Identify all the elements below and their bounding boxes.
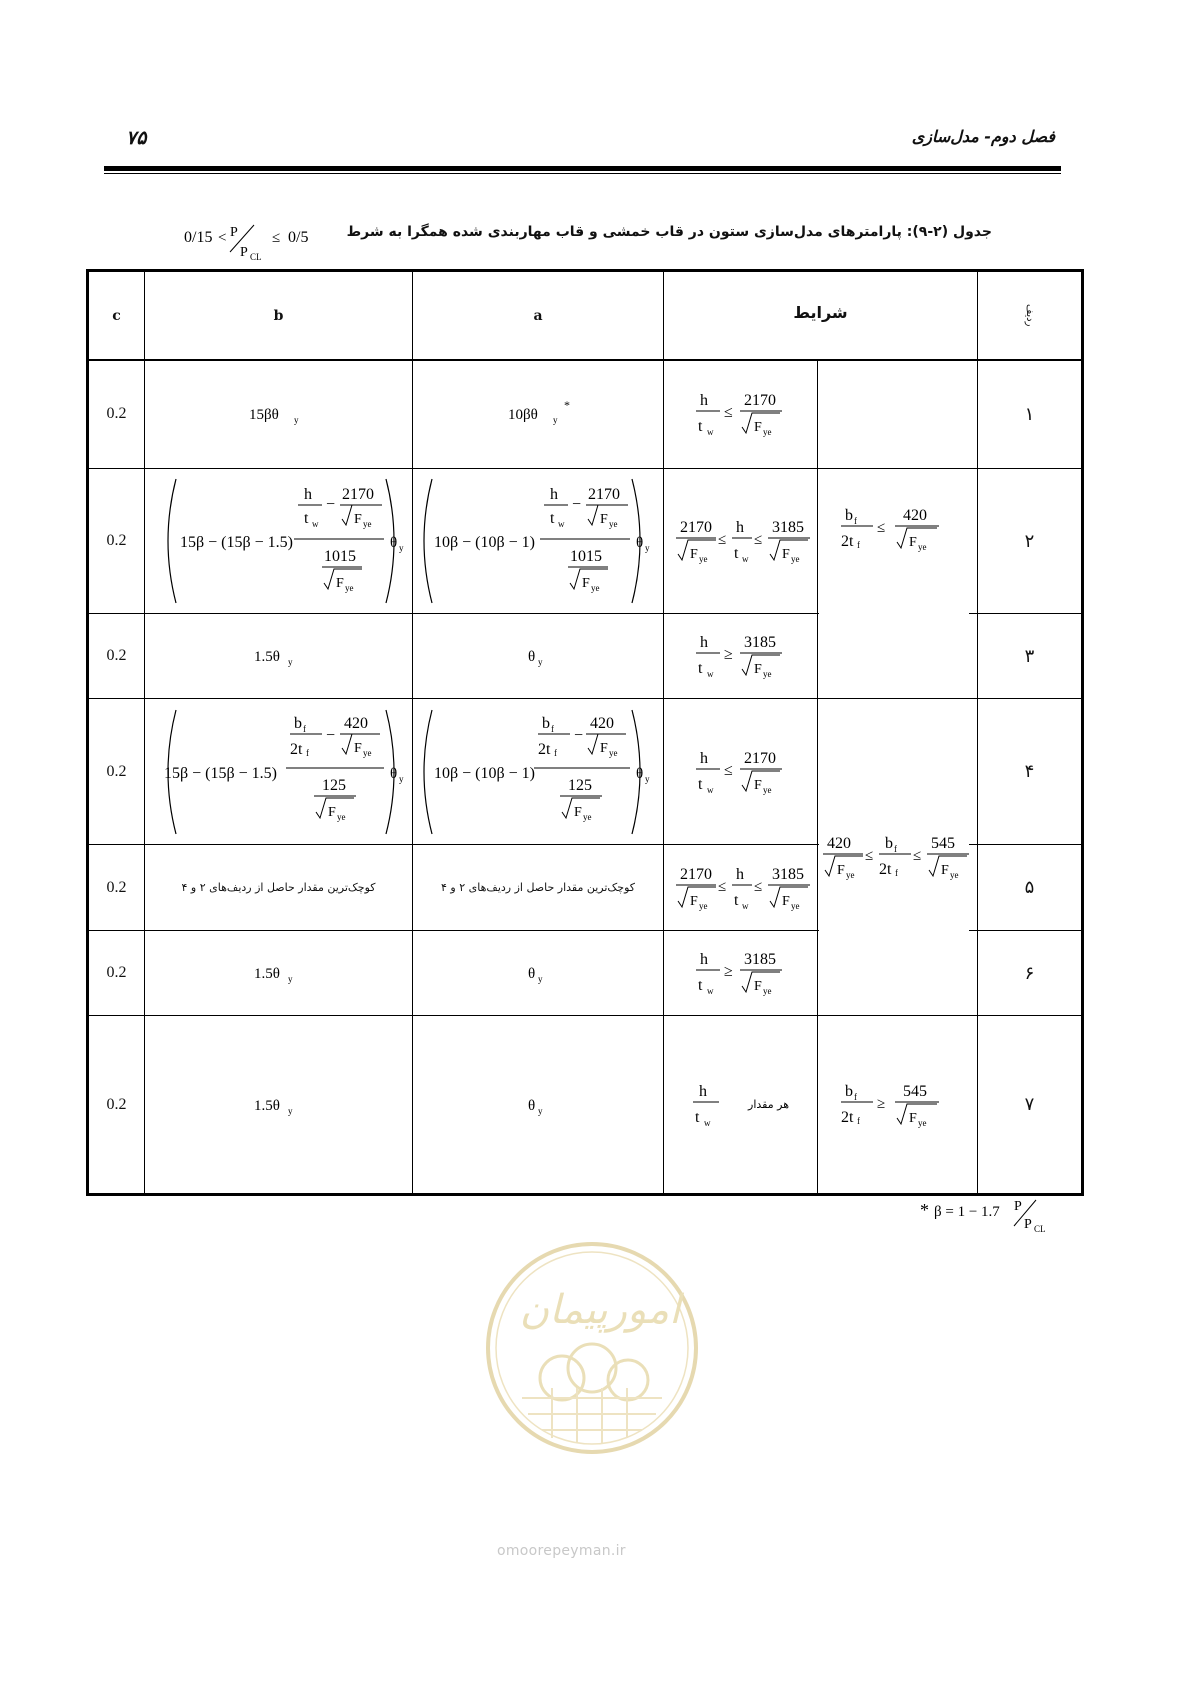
svg-text:F: F — [574, 804, 582, 820]
svg-text:هر مقدار: هر مقدار — [747, 1097, 789, 1111]
svg-text:−: − — [325, 496, 335, 513]
header-conditions: شرایط — [793, 302, 848, 322]
web-formula — [686, 938, 796, 1008]
header-row: ردیف — [1024, 304, 1035, 327]
header-b: b — [273, 307, 284, 324]
svg-text:F: F — [908, 535, 917, 550]
svg-text:F: F — [836, 863, 845, 878]
watermark-url: omoorepeyman.ir — [497, 1543, 626, 1559]
svg-text:2170: 2170 — [679, 865, 712, 883]
svg-text:h: h — [550, 486, 558, 503]
svg-text:2t: 2t — [840, 1108, 853, 1126]
svg-text:t: t — [303, 510, 308, 527]
svg-text:*: * — [564, 399, 570, 412]
svg-text:≤: ≤ — [723, 761, 733, 779]
web-condition-any — [664, 1016, 817, 1193]
svg-text:F: F — [327, 804, 336, 820]
svg-text:w: w — [558, 519, 565, 529]
svg-text:ye: ye — [762, 427, 771, 437]
a-value: کوچک‌ترین مقدار حاصل از ردیف‌های ۲ و ۴ — [441, 881, 635, 894]
svg-text:b: b — [293, 714, 302, 732]
watermark-logo — [482, 1238, 702, 1458]
c-value: 0.2 — [106, 647, 127, 664]
svg-text:545: 545 — [902, 1082, 927, 1100]
svg-text:t: t — [697, 775, 702, 793]
header-rule — [104, 166, 1061, 171]
svg-text:F: F — [353, 512, 362, 527]
svg-text:ye: ye — [609, 519, 618, 529]
a-formula — [498, 399, 578, 429]
chapter-title: فصل دوم- مدل‌سازی — [911, 127, 1055, 146]
svg-text:θ: θ — [528, 649, 536, 665]
svg-text:y: y — [293, 415, 298, 425]
modeling-parameters-table — [86, 269, 1084, 1196]
a-value — [413, 699, 663, 844]
svg-text:t: t — [697, 660, 702, 677]
svg-text:≤: ≤ — [912, 848, 921, 864]
svg-text:10β − (10β − 1): 10β − (10β − 1) — [434, 534, 535, 551]
svg-text:F: F — [600, 512, 608, 527]
svg-text:ye: ye — [344, 583, 353, 593]
caption-ratio-num: P — [230, 225, 238, 240]
web-condition-range — [664, 845, 817, 930]
svg-text:−: − — [325, 726, 335, 744]
svg-text:y: y — [645, 773, 650, 784]
a-formula — [518, 1090, 558, 1120]
svg-text:≤: ≤ — [717, 878, 726, 895]
web-condition — [664, 360, 817, 468]
flange-formula — [833, 1070, 963, 1140]
footnote-num: P — [1014, 1199, 1022, 1214]
svg-text:f: f — [853, 516, 857, 526]
svg-text:≤: ≤ — [717, 532, 726, 548]
svg-text:2t: 2t — [840, 533, 853, 550]
svg-text:1.5θ: 1.5θ — [253, 649, 280, 665]
svg-text:2t: 2t — [538, 740, 551, 758]
web-any-formula — [681, 1070, 801, 1140]
c-value: 0.2 — [106, 762, 127, 780]
svg-text:w: w — [741, 554, 748, 564]
svg-text:2170: 2170 — [743, 749, 776, 767]
svg-text:t: t — [694, 1108, 699, 1126]
flange-condition-2 — [818, 699, 977, 1015]
svg-text:h: h — [699, 749, 708, 767]
svg-text:≥: ≥ — [876, 1095, 885, 1112]
svg-text:10βθ: 10βθ — [508, 407, 538, 423]
flange-range-formula — [819, 822, 977, 892]
svg-text:θ: θ — [636, 765, 644, 782]
svg-text:h: h — [303, 486, 312, 503]
svg-text:F: F — [582, 576, 590, 591]
svg-text:1015: 1015 — [323, 548, 356, 565]
caption-text: جدول (۲-۹): پارامترهای مدل‌سازی ستون در قاب خمشی و قاب مهاربندی شده همگرا به شرط — [346, 224, 992, 240]
svg-text:t: t — [697, 977, 702, 994]
svg-text:w: w — [703, 1117, 710, 1128]
svg-text:F: F — [600, 740, 608, 756]
c-value: 0.2 — [106, 1095, 127, 1113]
c-value: 0.2 — [106, 532, 127, 549]
a-value — [413, 360, 663, 468]
svg-text:b: b — [844, 1082, 853, 1100]
svg-text:h: h — [699, 634, 708, 651]
svg-text:y: y — [398, 543, 403, 553]
svg-text:F: F — [753, 662, 762, 677]
svg-text:f: f — [302, 723, 306, 734]
b-value — [145, 699, 412, 844]
svg-text:w: w — [706, 986, 713, 996]
svg-text:y: y — [398, 773, 403, 784]
web-formula — [686, 621, 796, 691]
svg-text:f: f — [894, 868, 898, 878]
svg-text:f: f — [551, 723, 554, 734]
svg-text:−: − — [572, 496, 582, 513]
svg-text:f: f — [853, 1091, 857, 1102]
header-rule-thin — [104, 173, 1061, 174]
svg-text:≥: ≥ — [723, 963, 733, 980]
caption-lower-bound: 0/15 — [184, 229, 213, 246]
svg-text:ye: ye — [949, 870, 958, 880]
b-value: کوچک‌ترین مقدار حاصل از ردیف‌های ۲ و ۴ — [181, 881, 376, 894]
row-number: ۷ — [1024, 1094, 1035, 1115]
svg-text:f: f — [554, 747, 557, 758]
svg-text:ye: ye — [591, 583, 600, 593]
footnote-den-sub: CL — [1034, 1224, 1046, 1234]
svg-text:t: t — [733, 545, 738, 562]
svg-text:3185: 3185 — [743, 951, 776, 968]
c-value: 0.2 — [106, 405, 127, 422]
svg-text:420: 420 — [826, 835, 851, 852]
svg-text:ye: ye — [790, 900, 799, 911]
svg-text:ye: ye — [583, 811, 592, 822]
svg-text:3185: 3185 — [743, 634, 776, 651]
svg-text:≤: ≤ — [723, 404, 733, 421]
caption-ratio-den-sub: CL — [250, 252, 262, 262]
svg-text:y: y — [553, 415, 558, 425]
svg-text:ye: ye — [336, 811, 345, 822]
svg-text:h: h — [698, 1082, 707, 1100]
svg-text:f: f — [856, 540, 860, 550]
c-value: 0.2 — [106, 878, 127, 896]
svg-text:f: f — [893, 844, 897, 854]
b-formula — [244, 1090, 314, 1120]
table-caption — [180, 220, 992, 264]
web-condition-range — [664, 469, 817, 613]
svg-text:1015: 1015 — [570, 548, 602, 565]
svg-text:125: 125 — [568, 776, 592, 794]
b-value — [145, 1016, 412, 1193]
svg-text:3185: 3185 — [771, 865, 804, 883]
svg-text:125: 125 — [321, 776, 346, 794]
svg-text:420: 420 — [902, 507, 927, 524]
b-formula — [239, 399, 319, 429]
svg-text:1.5θ: 1.5θ — [253, 966, 280, 982]
svg-text:F: F — [781, 893, 790, 909]
svg-text:w: w — [706, 427, 713, 437]
svg-text:θ: θ — [528, 1097, 536, 1114]
flange-condition-3 — [818, 1016, 977, 1193]
svg-text:h: h — [699, 392, 708, 409]
svg-text:15β − (15β − 1.5): 15β − (15β − 1.5) — [163, 764, 277, 782]
web-formula — [686, 379, 796, 449]
svg-text:F: F — [753, 420, 762, 435]
svg-text:ye: ye — [762, 784, 771, 795]
svg-text:θ: θ — [528, 966, 536, 982]
a-value — [413, 469, 663, 613]
svg-text:2t: 2t — [878, 861, 891, 878]
b-formula — [244, 641, 314, 671]
svg-text:w: w — [706, 669, 713, 679]
page-number: ۷۵ — [126, 127, 147, 149]
a-formula — [518, 641, 558, 671]
caption-le: ≤ — [272, 230, 281, 246]
row-number: ۵ — [1024, 877, 1035, 898]
caption-condition — [180, 220, 360, 264]
svg-text:15β − (15β − 1.5): 15β − (15β − 1.5) — [179, 534, 293, 551]
web-formula — [686, 737, 796, 807]
row-number: ۱ — [1024, 403, 1035, 425]
row-number: ۳ — [1024, 645, 1035, 667]
c-value: 0.2 — [106, 964, 127, 981]
b-formula — [154, 473, 404, 609]
svg-text:w: w — [741, 900, 748, 911]
a-value — [413, 931, 663, 1015]
svg-text:ye: ye — [917, 1117, 926, 1128]
svg-text:≤: ≤ — [753, 532, 762, 548]
b-value — [145, 360, 412, 468]
a-value — [413, 614, 663, 698]
svg-text:f: f — [305, 747, 309, 758]
b-value — [145, 614, 412, 698]
svg-text:w: w — [706, 784, 713, 795]
b-formula — [154, 704, 404, 840]
svg-text:h: h — [735, 519, 744, 536]
b-value — [145, 931, 412, 1015]
a-value — [413, 1016, 663, 1193]
a-formula — [418, 704, 658, 840]
svg-text:θ: θ — [389, 535, 397, 551]
a-formula — [418, 473, 658, 609]
svg-text:y: y — [538, 1105, 543, 1116]
svg-text:ye: ye — [790, 554, 799, 564]
svg-text:≥: ≥ — [723, 646, 733, 663]
svg-text:2170: 2170 — [679, 519, 712, 536]
svg-text:θ: θ — [636, 535, 644, 551]
svg-text:≤: ≤ — [753, 878, 762, 895]
svg-text:F: F — [689, 893, 698, 909]
b-value — [145, 469, 412, 613]
svg-text:t: t — [733, 891, 738, 909]
svg-text:10β − (10β − 1): 10β − (10β − 1) — [434, 764, 535, 782]
caption-ratio-den: P — [240, 245, 248, 260]
caption-lt: < — [218, 230, 227, 246]
svg-text:θ: θ — [389, 765, 397, 782]
svg-text:y: y — [287, 974, 292, 984]
caption-upper-bound: 0/5 — [288, 229, 309, 246]
svg-text:t: t — [550, 510, 555, 527]
svg-text:b: b — [542, 714, 550, 732]
web-condition — [664, 699, 817, 844]
footnote-star: * — [920, 1200, 929, 1220]
web-condition — [664, 614, 817, 698]
svg-text:y: y — [645, 543, 650, 553]
svg-text:ye: ye — [762, 986, 771, 996]
svg-text:ye: ye — [762, 669, 771, 679]
footnote-den: P — [1024, 1217, 1032, 1232]
svg-text:≤: ≤ — [864, 848, 873, 864]
svg-text:F: F — [753, 979, 762, 994]
svg-text:F: F — [781, 547, 790, 562]
header-a: a — [533, 307, 543, 324]
svg-text:b: b — [844, 507, 853, 524]
svg-text:y: y — [538, 657, 543, 667]
svg-text:F: F — [940, 863, 949, 878]
flange-condition-1 — [818, 360, 977, 698]
a-formula — [518, 958, 558, 988]
svg-text:2170: 2170 — [341, 486, 374, 503]
beta-footnote — [918, 1196, 1058, 1236]
svg-text:w: w — [311, 519, 318, 529]
header-c: c — [112, 307, 121, 324]
svg-text:F: F — [689, 547, 698, 562]
svg-text:ye: ye — [609, 747, 618, 758]
b-formula — [244, 958, 314, 988]
svg-text:F: F — [353, 740, 362, 756]
svg-text:F: F — [335, 576, 344, 591]
svg-text:−: − — [574, 726, 584, 744]
svg-text:f: f — [856, 1115, 860, 1126]
svg-text:y: y — [538, 974, 543, 984]
row-number: ۶ — [1024, 962, 1035, 984]
watermark-logo-text: امورپیمان — [519, 1287, 681, 1333]
web-condition — [664, 931, 817, 1015]
svg-text:y: y — [287, 657, 292, 667]
svg-text:ye: ye — [698, 900, 707, 911]
svg-text:h: h — [699, 951, 708, 968]
svg-text:≤: ≤ — [876, 520, 885, 536]
web-range-formula — [666, 506, 816, 576]
svg-text:15βθ: 15βθ — [248, 407, 279, 423]
svg-text:2t: 2t — [289, 740, 302, 758]
svg-text:h: h — [735, 865, 744, 883]
svg-text:545: 545 — [930, 835, 955, 852]
svg-text:2170: 2170 — [743, 392, 776, 409]
svg-text:ye: ye — [362, 747, 371, 758]
svg-text:ye: ye — [362, 519, 371, 529]
svg-text:3185: 3185 — [771, 519, 804, 536]
flange-formula — [833, 494, 963, 564]
svg-text:ye: ye — [698, 554, 707, 564]
svg-text:ye: ye — [845, 870, 854, 880]
svg-text:ye: ye — [917, 542, 926, 552]
svg-text:t: t — [697, 418, 702, 435]
svg-text:420: 420 — [343, 714, 368, 732]
web-range-formula — [666, 853, 816, 923]
svg-text:420: 420 — [590, 714, 614, 732]
row-number: ۲ — [1024, 530, 1035, 552]
svg-text:F: F — [908, 1110, 917, 1126]
svg-text:b: b — [884, 835, 893, 852]
svg-text:y: y — [287, 1105, 292, 1116]
svg-text:F: F — [753, 777, 762, 793]
svg-text:1.5θ: 1.5θ — [253, 1097, 280, 1114]
footnote-expr: β = 1 − 1.7 — [934, 1204, 1000, 1220]
svg-text:2170: 2170 — [588, 486, 620, 503]
row-number: ۴ — [1024, 761, 1035, 782]
